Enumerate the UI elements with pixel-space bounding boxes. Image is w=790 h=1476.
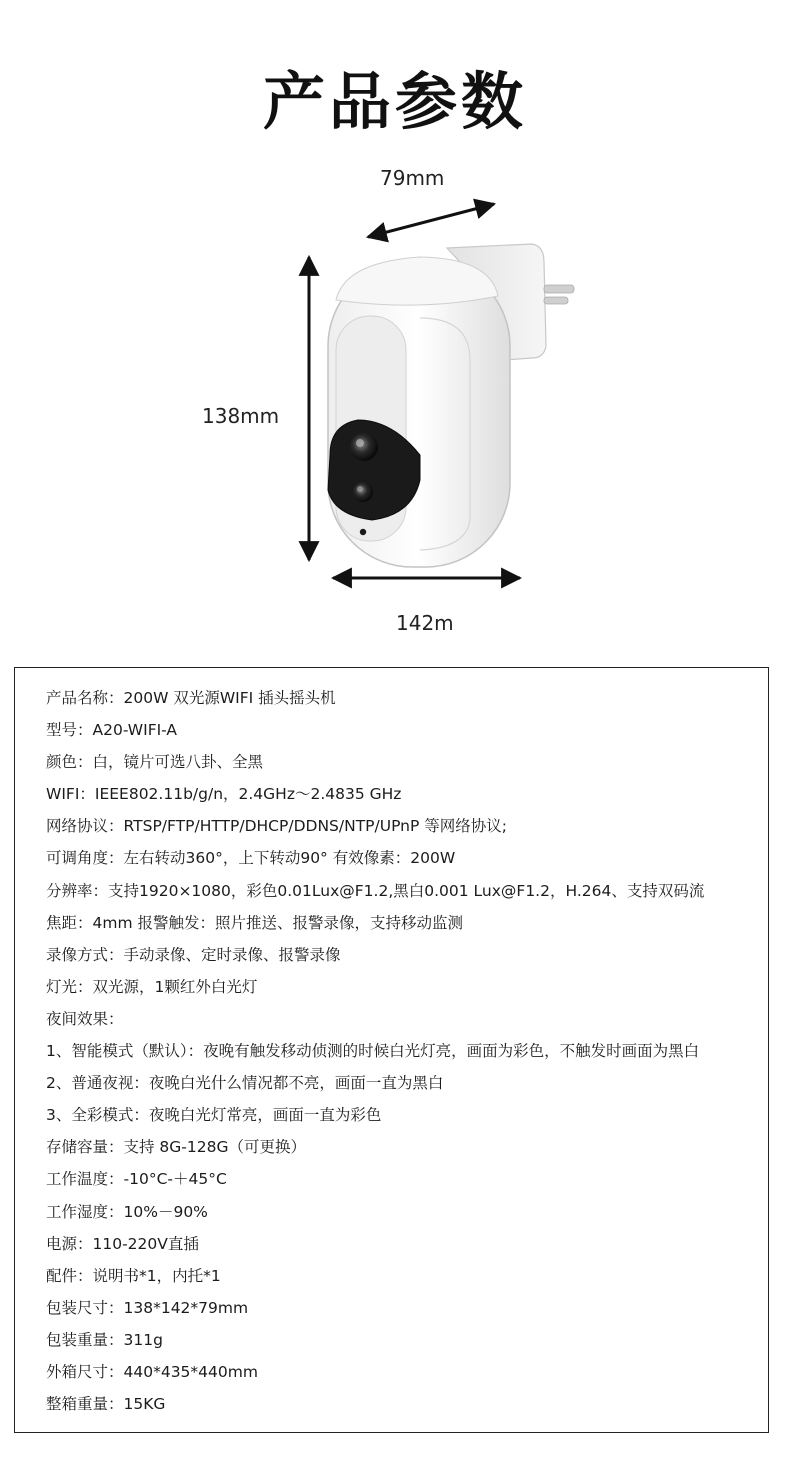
spec-humidity: 工作湿度：10%－90%	[46, 1202, 208, 1221]
spec-carton-weight: 整箱重量：15KG	[46, 1395, 166, 1414]
product-illustration	[0, 0, 790, 660]
spec-power: 电源：110-220V直插	[46, 1234, 199, 1253]
spec-night-mode-normal: 2、普通夜视：夜晚白光什么情况都不亮，画面一直为黑白	[46, 1074, 444, 1093]
spec-night-effect: 夜间效果：	[46, 1009, 124, 1028]
page-title: 产品参数	[262, 65, 527, 138]
width-arrow	[368, 204, 494, 237]
spec-recording: 录像方式：手动录像、定时录像、报警录像	[46, 945, 341, 964]
spec-night-mode-fullcolor: 3、全彩模式：夜晚白光灯常亮，画面一直为彩色	[46, 1106, 382, 1125]
spec-list	[46, 682, 704, 1420]
spec-product-name: 产品名称：200W 双光源WIFI 插头摇头机	[46, 689, 336, 707]
spec-night-mode-smart: 1、智能模式（默认）：夜晚有触发移动侦测的时候白光灯亮，画面为彩色，不触发时画面为黑白	[46, 1042, 700, 1061]
mic-dot	[360, 529, 366, 535]
spec-accessories: 配件：说明书*1，内托*1	[46, 1266, 221, 1285]
spec-color: 颜色：白，镜片可选八卦、全黑	[46, 753, 264, 772]
spec-lighting: 灯光：双光源，1颗红外白光灯	[46, 977, 258, 996]
spec-storage: 存储容量：支持 8G-128G（可更换）	[46, 1138, 306, 1157]
spec-package-weight: 包装重量：311g	[46, 1330, 163, 1349]
height-label: 138mm	[202, 404, 280, 428]
width-label: 79mm	[380, 166, 445, 190]
secondary-lens	[353, 482, 373, 502]
spec-focal-alarm: 焦距：4mm 报警触发：照片推送、报警录像，支持移动监测	[46, 913, 463, 932]
spec-network-protocol: 网络协议：RTSP/FTP/HTTP/DHCP/DDNS/NTP/UPnP 等网络协议;	[46, 817, 507, 836]
camera-body	[328, 257, 510, 567]
spec-package-size: 包装尺寸：138*142*79mm	[46, 1298, 249, 1317]
spec-table	[14, 667, 769, 1433]
spec-wifi: WIFI：IEEE802.11b/g/n，2.4GHz～2.4835 GHz	[46, 785, 402, 804]
spec-carton-size: 外箱尺寸：440*435*440mm	[46, 1362, 258, 1381]
spec-resolution: 分辨率：支持1920×1080，彩色0.01Lux@F1.2,黑白0.001 Lux@F1.2，H.264、支持双码流	[46, 881, 705, 900]
depth-label: 142m	[396, 611, 454, 635]
spec-temperature: 工作温度：-10°C-＋45°C	[46, 1170, 227, 1189]
spec-angle-pixels: 可调角度：左右转动360°，上下转动90° 有效像素：200W	[46, 849, 456, 868]
main-lens	[350, 433, 378, 461]
spec-model: 型号：A20-WIFI-A	[46, 721, 178, 740]
